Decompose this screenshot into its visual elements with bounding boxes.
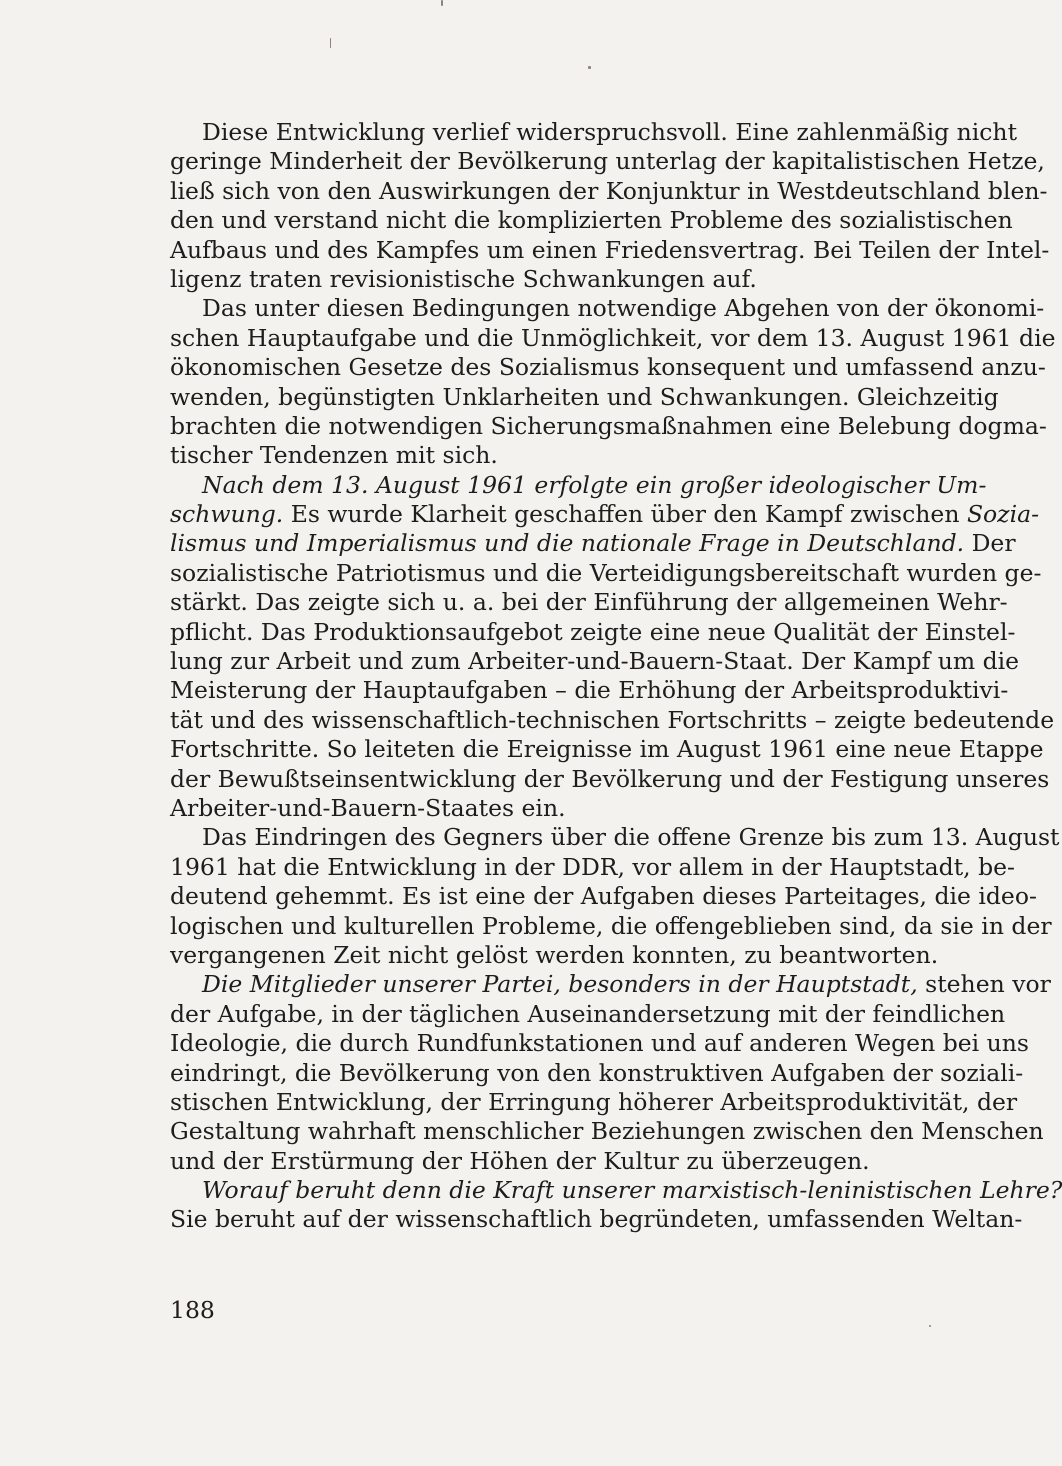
text-line (170, 941, 952, 970)
text-segment: deutend gehemmt. Es ist eine der Aufgaben dieses Parteitages, die ideo- (170, 882, 1037, 911)
text-line (170, 118, 1018, 147)
italic-text: Nach dem 13. August 1961 erfolgte ein großer ideologischer Um- (202, 470, 987, 499)
text-segment: tät und des wissenschaftlich-technischen Fortschritts – zeigte bedeutende (170, 705, 1055, 734)
scan-speck (330, 38, 331, 48)
text-segment: brachten die notwendigen Sicherungsmaßnahmen eine Belebung dogma- (170, 411, 1047, 440)
text-line (170, 647, 1020, 676)
text-segment: Fortschritte. So leiteten die Ereignisse im August 1961 eine neue Etappe (170, 735, 1044, 764)
text-line (170, 1058, 1024, 1088)
text-segment: ließ sich von den Auswirkungen der Konjunktur in Westdeutschland blen- (170, 176, 1048, 205)
italic-text: schwung. (170, 500, 284, 529)
text-segment: 1961 hat die Entwicklung in der DDR, vor allem in der Hauptstadt, be- (170, 852, 1015, 881)
text-segment: logischen und kulturellen Probleme, die offengeblieben sind, da sie in der (170, 911, 1052, 940)
scan-speck (929, 1325, 931, 1327)
text-segment: pflicht. Das Produktionsaufgebot zeigte eine neue Qualität der Einstel- (170, 617, 1016, 646)
text-segment: stischen Entwicklung, der Erringung höherer Arbeitsproduktivität, der (170, 1087, 1018, 1116)
text-line (170, 852, 1015, 882)
text-segment: ligenz traten revisionistische Schwankungen auf. (170, 264, 757, 293)
text-segment: stehen vor (917, 970, 1051, 999)
text-segment: der Aufgabe, in der täglichen Auseinandersetzung mit der feindlichen (170, 999, 1006, 1028)
text-line (170, 235, 1050, 265)
text-segment: sozialistische Patriotismus und die Verteidigungsbereitschaft wurden ge- (170, 558, 1042, 587)
text-segment: stärkt. Das zeigte sich u. a. bei der Einführung der allgemeinen Wehr- (170, 588, 1008, 617)
text-line (170, 1029, 1029, 1058)
text-line (170, 176, 1048, 206)
text-line (170, 617, 1016, 647)
text-line (170, 823, 1060, 852)
text-line (170, 470, 987, 500)
text-line (170, 323, 1056, 353)
text-line (170, 1147, 952, 1176)
text-line (170, 529, 1016, 558)
text-segment: ökonomischen Gesetze des Sozialismus konsequent und umfassend anzu- (170, 353, 1046, 382)
text-line (170, 147, 1045, 176)
text-segment: der Bewußtseinsentwicklung der Bevölkerung und der Festigung unseres (170, 764, 1050, 793)
text-line (170, 764, 1050, 794)
italic-text: Die Mitglieder unserer Partei, besonders in der Hauptstadt, (202, 970, 918, 999)
text-line (170, 911, 1052, 941)
document-page (170, 118, 1062, 1235)
text-line (170, 382, 999, 412)
text-segment: tischer Tendenzen mit sich. (170, 441, 498, 470)
text-segment: Ideologie, die durch Rundfunkstationen und auf anderen Wegen bei uns (170, 1029, 1029, 1058)
text-segment: eindringt, die Bevölkerung von den konstruktiven Aufgaben der soziali- (170, 1058, 1024, 1087)
text-segment: Das unter diesen Bedingungen notwendige Abgehen von der ökonomi- (202, 294, 1045, 323)
italic-text: lismus und Imperialismus und die nationale Frage in Deutschland. (170, 529, 965, 558)
text-segment: Der (964, 529, 1016, 558)
text-line (170, 1117, 1044, 1146)
text-segment: geringe Minderheit der Bevölkerung unterlag der kapitalistischen Hetze, (170, 147, 1045, 176)
text-line (170, 1176, 1062, 1205)
text-line (170, 588, 1008, 617)
text-segment: schen Hauptaufgabe und die Unmöglichkeit, vor dem 13. August 1961 die (170, 323, 1056, 352)
text-line (170, 999, 1006, 1029)
scan-speck (588, 66, 591, 69)
text-segment: Es wurde Klarheit geschaffen über den Kampf zwischen (283, 500, 967, 529)
text-line (170, 441, 952, 470)
text-segment: Sie beruht auf der wissenschaftlich begründeten, umfassenden Weltan- (170, 1205, 1023, 1234)
text-line (170, 500, 1040, 529)
text-segment: und der Erstürmung der Höhen der Kultur zu überzeugen. (170, 1146, 870, 1175)
text-segment: Meisterung der Hauptaufgaben – die Erhöhung der Arbeitsproduktivi- (170, 676, 1009, 705)
text-segment: lung zur Arbeit und zum Arbeiter-und-Bauern-Staat. Der Kampf um die (170, 647, 1020, 676)
text-line (170, 206, 1013, 235)
text-line (170, 265, 952, 294)
text-segment: wenden, begünstigten Unklarheiten und Schwankungen. Gleichzeitig (170, 382, 999, 411)
text-segment: Diese Entwicklung verlief widerspruchsvoll. Eine zahlenmäßig nicht (202, 118, 1018, 146)
text-line (170, 970, 1051, 999)
text-segment: Das Eindringen des Gegners über die offene Grenze bis zum 13. August (202, 823, 1060, 852)
text-line (170, 1205, 1023, 1234)
text-line (170, 794, 952, 823)
text-line (170, 705, 1055, 735)
italic-text: Sozia- (966, 500, 1040, 529)
italic-text: Worauf beruht denn die Kraft unserer marxistisch-leninistischen Lehre? (202, 1176, 1062, 1205)
text-segment: Aufbaus und des Kampfes um einen Friedensvertrag. Bei Teilen der Intel- (170, 235, 1050, 264)
text-line (170, 353, 1046, 382)
text-segment: Gestaltung wahrhaft menschlicher Beziehungen zwischen den Menschen (170, 1117, 1044, 1146)
text-segment: Arbeiter-und-Bauern-Staates ein. (170, 793, 566, 822)
text-line (170, 676, 1009, 705)
text-segment: den und verstand nicht die komplizierten Probleme des sozialistischen (170, 206, 1013, 235)
text-line (170, 294, 1045, 323)
text-line (170, 558, 1042, 588)
text-line (170, 735, 1044, 764)
page-number: 188 (170, 1296, 215, 1324)
text-line (170, 882, 1037, 911)
text-segment: vergangenen Zeit nicht gelöst werden konnten, zu beantworten. (170, 940, 939, 969)
text-line (170, 1087, 1018, 1117)
scan-speck (441, 0, 443, 6)
text-line (170, 411, 1047, 441)
